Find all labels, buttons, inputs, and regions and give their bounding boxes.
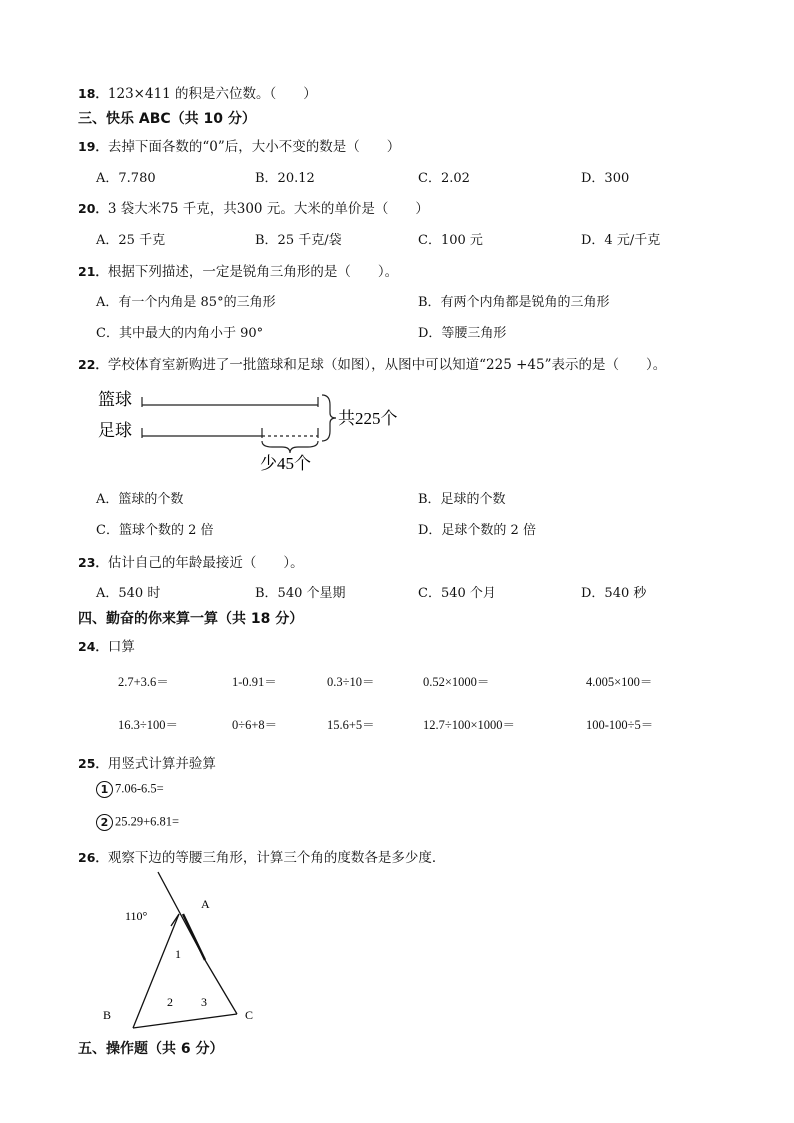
- label-football: 足球: [98, 421, 132, 440]
- question-text: 用竖式计算并验算: [107, 756, 216, 772]
- vertical-calc-item-1: [96, 781, 164, 798]
- question-24: [78, 635, 135, 655]
- option-20-b[interactable]: B．25 千克/袋: [255, 233, 342, 248]
- question-20: [78, 197, 429, 217]
- option-23-a[interactable]: A．540 时: [96, 586, 161, 601]
- question-number: 18．: [78, 86, 108, 101]
- question-text: 去掉下面各数的“0”后，大小不变的数是（ ）: [107, 139, 401, 155]
- question-22: [78, 353, 666, 373]
- question-text: 3 袋大米75 千克，共300 元。大米的单价是（ ）: [107, 201, 429, 217]
- mental-calc-item: 0.3÷10＝: [327, 675, 375, 689]
- option-21-c[interactable]: C．其中最大的内角小于 90°: [96, 326, 264, 341]
- question-number: 20．: [78, 201, 108, 216]
- option-20-a[interactable]: A．25 千克: [96, 233, 166, 248]
- question-number: 24．: [78, 639, 108, 654]
- mental-calc-item: 100-100÷5＝: [586, 718, 654, 732]
- option-19-c[interactable]: C．2.02: [418, 171, 470, 186]
- question-text: 观察下边的等腰三角形，计算三个角的度数各是多少度．: [107, 850, 446, 866]
- mental-calc-item: 0÷6+8＝: [232, 718, 278, 732]
- vertex-label-c: C: [245, 1008, 254, 1022]
- option-21-d[interactable]: D．等腰三角形: [418, 326, 507, 341]
- label-total: 共225个: [338, 409, 398, 428]
- mental-calc-item: 2.7+3.6＝: [118, 675, 169, 689]
- vertex-label-b: B: [103, 1008, 112, 1022]
- question-23: [78, 551, 304, 571]
- option-23-b[interactable]: B．540 个星期: [255, 586, 346, 601]
- option-22-d[interactable]: D．足球个数的 2 倍: [418, 523, 536, 538]
- question-number: 21．: [78, 264, 108, 279]
- option-22-c[interactable]: C．篮球个数的 2 倍: [96, 523, 214, 538]
- option-23-d[interactable]: D．540 秒: [581, 586, 647, 601]
- vertical-calc-item-2: [96, 814, 179, 831]
- calc-expression: 7.06-6.5=: [115, 781, 164, 796]
- question-number: 23．: [78, 555, 108, 570]
- question-number: 19．: [78, 139, 108, 154]
- question-text: 口算: [107, 639, 135, 655]
- angle-number-2: 2: [167, 995, 173, 1009]
- question-text: 学校体育室新购进了一批篮球和足球（如图），从图中可以知道“225 +45”表示的是（ ）。: [107, 357, 667, 373]
- option-21-b[interactable]: B．有两个内角都是锐角的三角形: [418, 295, 610, 310]
- option-22-b[interactable]: B．足球的个数: [418, 492, 506, 507]
- question-text: 根据下列描述，一定是锐角三角形的是（ ）。: [107, 264, 399, 280]
- section-heading-4: 四、勤奋的你来算一算（共 18 分）: [78, 611, 304, 627]
- option-19-a[interactable]: A．7.780: [96, 171, 156, 186]
- option-19-d[interactable]: D．300: [581, 171, 630, 186]
- question-18: [78, 82, 317, 102]
- question-number: 26．: [78, 850, 108, 865]
- angle-number-3: 3: [201, 995, 207, 1009]
- ball-comparison-diagram: [90, 385, 420, 475]
- circled-number: 2: [96, 814, 113, 831]
- circled-number: 1: [96, 781, 113, 798]
- option-20-c[interactable]: C．100 元: [418, 233, 483, 248]
- question-25: [78, 752, 216, 772]
- option-20-d[interactable]: D．4 元/千克: [581, 233, 661, 248]
- label-less: 少45个: [260, 454, 311, 473]
- question-text: 估计自己的年龄最接近（ ）。: [107, 555, 304, 571]
- question-number: 22．: [78, 357, 108, 372]
- option-22-a[interactable]: A．篮球的个数: [96, 492, 184, 507]
- mental-calc-item: 16.3÷100＝: [118, 718, 178, 732]
- question-19: [78, 135, 400, 155]
- question-text: 123×411 的积是六位数。（ ）: [107, 86, 317, 102]
- mental-calc-item: 0.52×1000＝: [423, 675, 490, 689]
- mental-calc-item: 15.6+5＝: [327, 718, 375, 732]
- exterior-angle-label: 110°: [125, 909, 148, 923]
- mental-calc-item: 1-0.91＝: [232, 675, 277, 689]
- vertex-label-a: A: [201, 897, 210, 911]
- section-heading-5: 五、操作题（共 6 分）: [78, 1041, 224, 1057]
- question-number: 25．: [78, 756, 108, 771]
- calc-expression: 25.29+6.81=: [115, 814, 180, 829]
- option-23-c[interactable]: C．540 个月: [418, 586, 496, 601]
- option-19-b[interactable]: B．20.12: [255, 171, 315, 186]
- label-basketball: 篮球: [98, 390, 132, 409]
- section-heading-3: 三、快乐 ABC（共 10 分）: [78, 111, 256, 127]
- isosceles-triangle-figure: [95, 868, 270, 1036]
- angle-number-1: 1: [175, 947, 181, 961]
- mental-calc-item: 12.7÷100×1000＝: [423, 718, 516, 732]
- option-21-a[interactable]: A．有一个内角是 85°的三角形: [96, 295, 276, 310]
- question-26: [78, 846, 445, 866]
- question-21: [78, 260, 398, 280]
- mental-calc-item: 4.005×100＝: [586, 675, 653, 689]
